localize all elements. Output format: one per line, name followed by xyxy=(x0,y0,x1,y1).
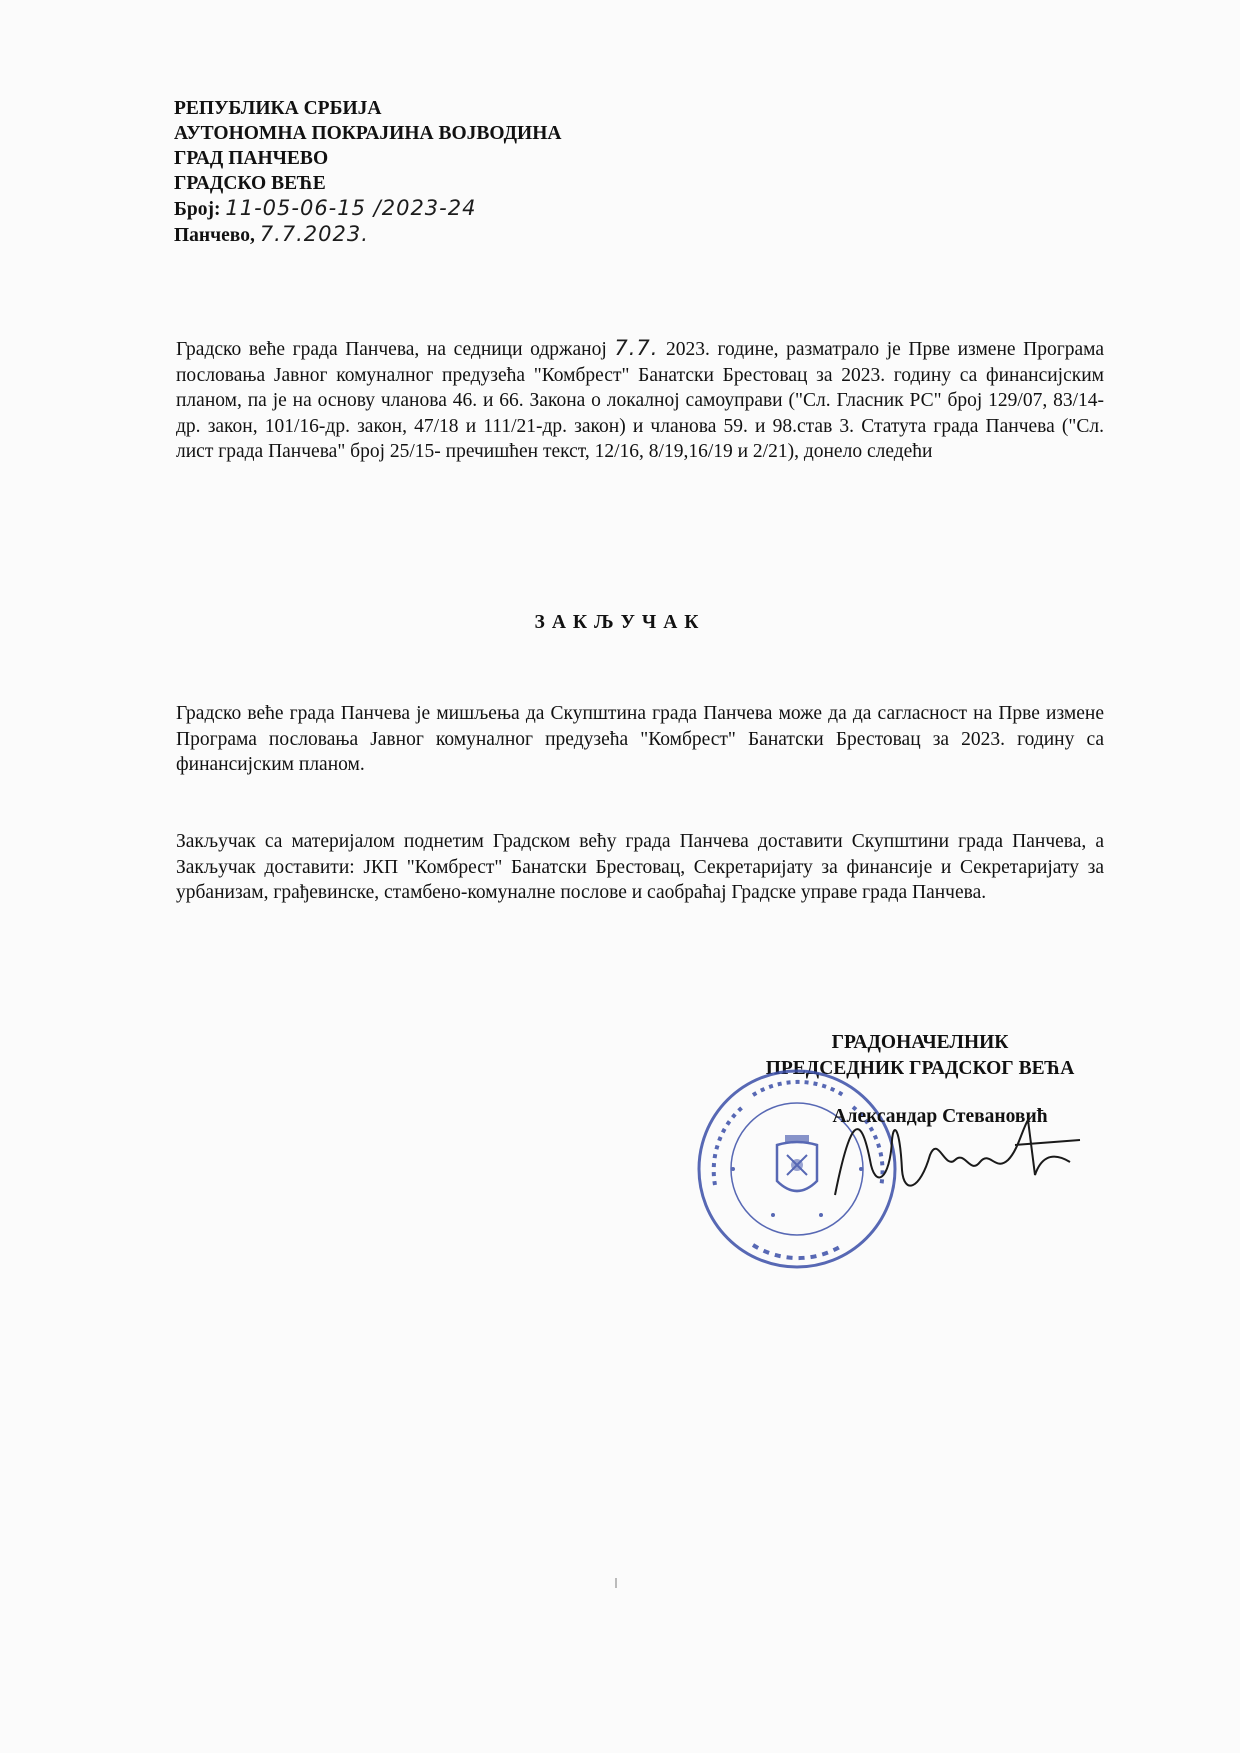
intro-text-start: Градско веће града Панчева, на седници одржаној xyxy=(176,339,615,360)
signatory-title-mayor: ГРАДОНАЧЕЛНИК xyxy=(831,1032,1009,1053)
intro-paragraph xyxy=(176,336,1104,465)
handwritten-signature-icon xyxy=(830,1100,1090,1210)
header-province: АУТОНОМНА ПОКРАЈИНА ВОЈВОДИНА xyxy=(174,123,562,144)
intro-text-rest: 2023. године, разматрало је Прве измене Програма пословања Јавног комуналног предузећа "Комбрест" Банатски Брестовац за 2023. годину са финансијским планом, па је на основу чланова 46. и 66. Закона о локалној самоуправи ("Сл. Гласник РС" број 129/07, 83/14-др. закон, 101/16-др. закон, 47/18 и 111/21-др. закон) и чланова 59. и 98.став 3. Статута града Панчева ("Сл. лист града Панчева" број 25/15- пречишћен текст, 12/16, 8/19,16/19 и 2/21), донело следећи xyxy=(176,339,1104,462)
document-number-label: Број: xyxy=(174,199,221,220)
header-council: ГРАДСКО ВЕЋЕ xyxy=(174,173,326,194)
conclusion-paragraph: Градско веће града Панчева је мишљења да Скупштина града Панчева може да да сагласност на Прве измене Програма пословања Јавног комуналног предузећа "Комбрест" Банатски Брестовац за 2023. годину са финансијским планом. xyxy=(176,703,1104,775)
header-country: РЕПУБЛИКА СРБИЈА xyxy=(174,98,382,119)
document-header xyxy=(174,96,694,248)
session-date-handwritten: 7.7. xyxy=(614,336,659,360)
signatory-name: Александар Стевановић xyxy=(832,1106,1048,1127)
header-city: ГРАД ПАНЧЕВО xyxy=(174,148,329,169)
document-number-line xyxy=(174,196,694,222)
delivery-paragraph: Закључак са материјалом поднетим Градском већу града Панчева доставити Скупштини града Панчева, а Закључак доставити: ЈКП "Комбрест" Банатски Брестовац, Секретаријату за финансије и Секретаријату за урбанизам, грађевинске, стамбено-комуналне послове и саобраћај Градске управе града Панчева. xyxy=(176,831,1104,903)
document-number-value: 11-05-06-15 /2023-24 xyxy=(225,196,477,220)
scan-mark xyxy=(615,1578,617,1588)
document-date-value: 7.7.2023. xyxy=(259,222,369,246)
conclusion-title: ЗАКЉУЧАК xyxy=(534,612,706,633)
signatory-title-president: ПРЕДСЕДНИК ГРАДСКОГ ВЕЋА xyxy=(765,1058,1075,1079)
place-label: Панчево, xyxy=(174,225,255,246)
document-place-date-line xyxy=(174,222,694,248)
